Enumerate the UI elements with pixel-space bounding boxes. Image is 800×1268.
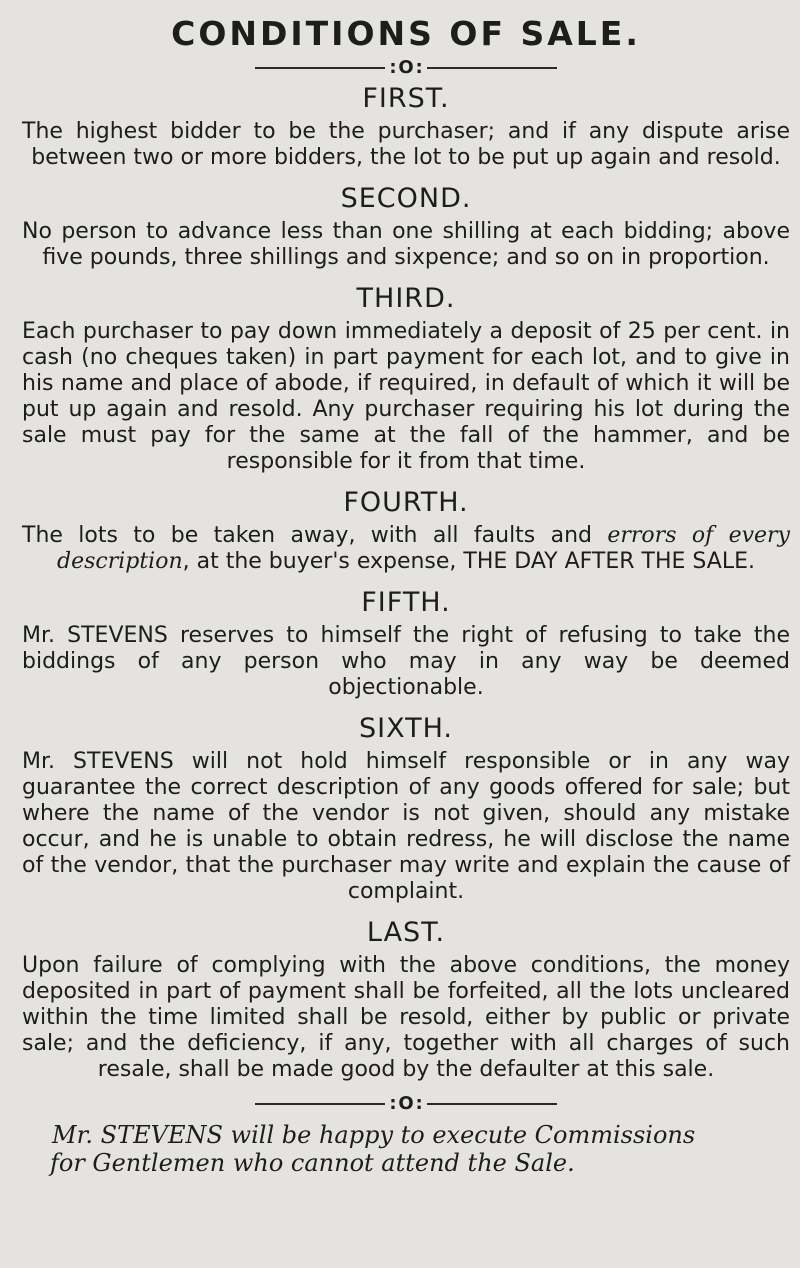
section-text: Mr. STEVENS will not hold himself responsible or in any way guarantee the correct description of any goods offered for sale; but where the name of the vendor is not given, should any mistake occur, and he is unable to obtain redress, he will disclose the name of the vendor, that the purchaser may write and explain the cause of complaint.	[22, 749, 790, 904]
divider-rule-right	[427, 67, 557, 69]
condition-last	[22, 917, 790, 1083]
text-before: The lots to be taken away, with all faults and	[22, 523, 608, 548]
condition-second	[22, 183, 790, 271]
text-italic: errors of every description	[56, 523, 790, 574]
divider-rule-right	[427, 1103, 557, 1105]
section-heading: FIRST.	[362, 83, 450, 114]
section-text: Each purchaser to pay down immediately a deposit of 25 per cent. in cash (no cheques taken) in part payment for each lot, and to give in his name and place of abode, if required, in default of which it will be put up again and resold. Any purchaser requiring his lot during the sale must pay for the same at the fall of the hammer, and be responsible for it from that time.	[22, 319, 790, 474]
section-heading: SECOND.	[340, 183, 472, 214]
page-title: CONDITIONS OF SALE.	[171, 14, 641, 53]
closing-note-line-2: for Gentlemen who cannot attend the Sale.	[50, 1149, 575, 1177]
section-text: Mr. STEVENS reserves to himself the right of refusing to take the biddings of any person who may in any way be deemed objectionable.	[22, 623, 790, 700]
bottom-divider	[22, 1095, 790, 1113]
section-text: Upon failure of complying with the above conditions, the money deposited in part of payment shall be forfeited, all the lots uncleared within the time limited shall be resold, either by public or private sale; and the deficiency, if any, together with all charges of such resale, shall be made good by the defaulter at this sale.	[22, 953, 790, 1082]
section-heading: SIXTH.	[358, 713, 454, 744]
divider-rule-left	[255, 67, 385, 69]
closing-note-line-1: Mr. STEVENS will be happy to execute Commissions	[52, 1121, 696, 1149]
section-text	[22, 523, 790, 575]
section-heading: THIRD.	[356, 283, 456, 314]
divider-rule-left	[255, 1103, 385, 1105]
condition-fourth	[22, 487, 790, 575]
closing-note	[22, 1121, 790, 1177]
divider-ornament: : O :	[389, 57, 423, 78]
section-heading: FOURTH.	[343, 487, 469, 518]
condition-third	[22, 283, 790, 475]
condition-sixth	[22, 713, 790, 905]
text-after: , at the buyer's expense, THE DAY AFTER THE SALE.	[182, 549, 756, 574]
top-divider	[22, 59, 790, 77]
section-heading: LAST.	[366, 917, 446, 948]
section-text: The highest bidder to be the purchaser; and if any dispute arise between two or more bidders, the lot to be put up again and resold.	[22, 119, 790, 170]
condition-first	[22, 83, 790, 171]
divider-ornament: : O :	[389, 1093, 423, 1114]
section-heading: FIFTH.	[361, 587, 451, 618]
section-text: No person to advance less than one shilling at each bidding; above five pounds, three shillings and sixpence; and so on in proportion.	[22, 219, 790, 270]
condition-fifth	[22, 587, 790, 701]
